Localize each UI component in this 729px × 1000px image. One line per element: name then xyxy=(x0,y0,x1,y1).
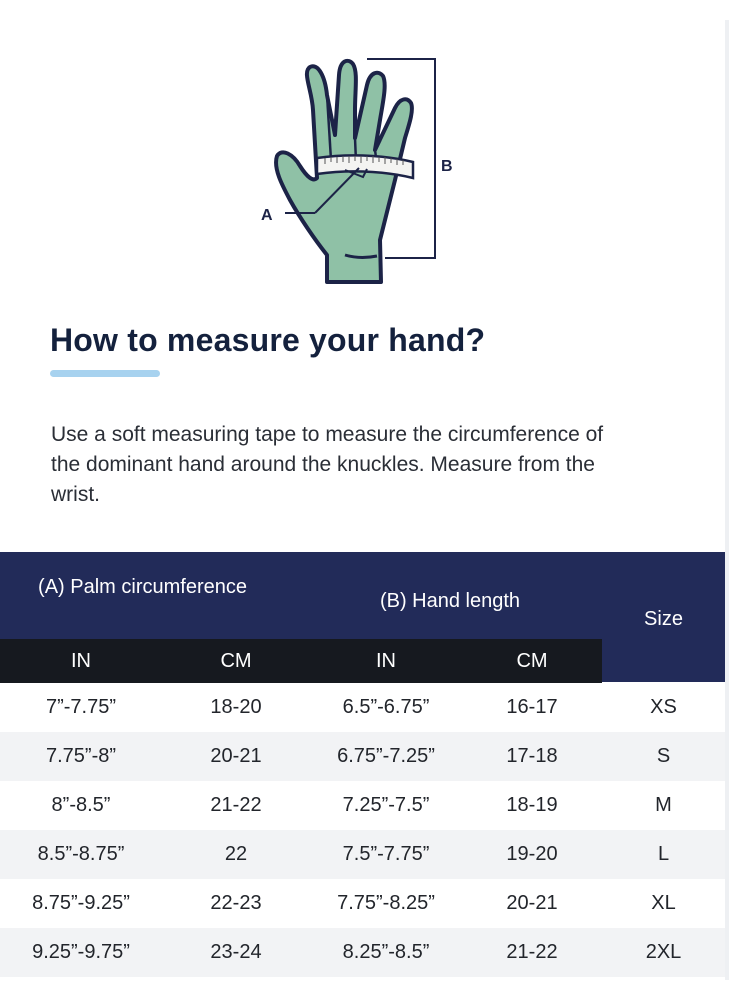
cell-palm-in: 8.5”-8.75” xyxy=(37,843,125,865)
cell-length-cm: 18-19 xyxy=(506,794,558,816)
cell-size: M xyxy=(655,794,672,816)
table-row xyxy=(0,781,725,830)
cell-length-in: 7.75”-8.25” xyxy=(337,892,435,914)
cell-size: XS xyxy=(650,696,677,718)
cell-palm-in: 8.75”-9.25” xyxy=(32,892,130,914)
cell-palm-cm: 20-21 xyxy=(210,745,262,767)
table-row xyxy=(0,683,725,732)
header-hand-length: (B) Hand length xyxy=(379,590,521,612)
cell-palm-cm: 22 xyxy=(224,843,248,865)
header-size-label: Size xyxy=(644,607,683,630)
subheader-palm-cm: CM xyxy=(220,649,252,672)
cell-length-in: 6.5”-6.75” xyxy=(342,696,430,718)
page-edge xyxy=(725,20,729,980)
cell-palm-in: 7.75”-8” xyxy=(45,745,117,767)
cell-size: 2XL xyxy=(645,941,682,963)
subheader-length-cm: CM xyxy=(516,649,548,672)
cell-length-cm: 19-20 xyxy=(506,843,558,865)
cell-palm-in: 8”-8.5” xyxy=(51,794,111,816)
cell-size: XL xyxy=(651,892,676,914)
cell-length-cm: 17-18 xyxy=(506,745,558,767)
cell-palm-in: 7”-7.75” xyxy=(45,696,117,718)
hand-measurement-illustration xyxy=(255,50,475,295)
cell-palm-cm: 22-23 xyxy=(210,892,262,914)
instructions-text: Use a soft measuring tape to measure the circumference of the dominant hand around the knuckles. Measure from the wrist. xyxy=(51,423,604,506)
subheader-palm-in: IN xyxy=(71,649,91,672)
title-underline xyxy=(50,370,160,377)
table-subheader xyxy=(0,639,602,683)
cell-length-in: 7.25”-7.5” xyxy=(342,794,430,816)
cell-length-in: 7.5”-7.75” xyxy=(342,843,430,865)
cell-palm-in: 9.25”-9.75” xyxy=(32,941,130,963)
header-size xyxy=(602,552,725,682)
table-row xyxy=(0,830,725,879)
header-palm-circumference: (A) Palm circumference xyxy=(38,576,247,598)
cell-palm-cm: 18-20 xyxy=(210,696,262,718)
label-b: B xyxy=(441,158,453,175)
table-row xyxy=(0,879,725,928)
table-header xyxy=(0,552,725,639)
page-title: How to measure your hand? xyxy=(50,322,486,358)
cell-length-cm: 20-21 xyxy=(506,892,558,914)
table-row xyxy=(0,928,725,977)
cell-length-in: 8.25”-8.5” xyxy=(342,941,430,963)
cell-palm-cm: 23-24 xyxy=(210,941,262,963)
cell-size: L xyxy=(657,843,670,865)
size-chart-table xyxy=(0,552,725,977)
cell-length-in: 6.75”-7.25” xyxy=(337,745,435,767)
table-row xyxy=(0,732,725,781)
label-a: A xyxy=(261,207,273,224)
subheader-length-in: IN xyxy=(376,649,396,672)
cell-size: S xyxy=(656,745,671,767)
cell-length-cm: 21-22 xyxy=(506,941,558,963)
table-body xyxy=(0,683,725,977)
cell-length-cm: 16-17 xyxy=(506,696,558,718)
hand-icon xyxy=(255,50,475,295)
cell-palm-cm: 21-22 xyxy=(210,794,262,816)
